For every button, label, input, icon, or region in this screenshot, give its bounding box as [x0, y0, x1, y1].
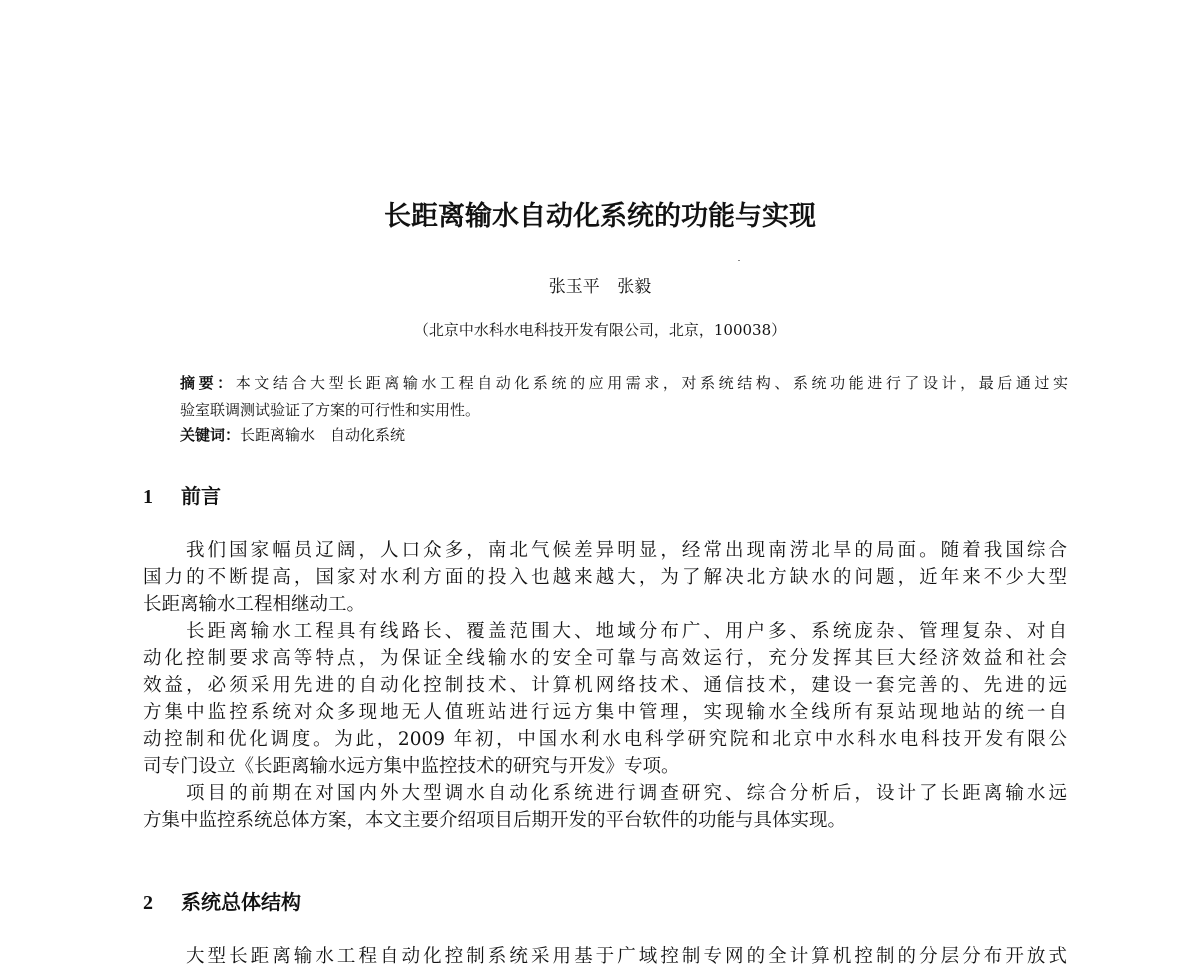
body-line: 我们国家幅员辽阔，人口众多，南北气候差异明显，经常出现南涝北旱的局面。随着我国综合 [186, 540, 1067, 561]
body-line: 长距离输水工程相继动工。 [143, 594, 366, 615]
body-line: 项目的前期在对国内外大型调水自动化系统进行调查研究、综合分析后，设计了长距离输水远 [186, 783, 1067, 804]
paper-title: 长距离输水自动化系统的功能与实现 [384, 201, 816, 232]
keywords-line [180, 424, 1068, 445]
section-title: 前言 [181, 484, 221, 508]
body-line: 司专门设立《长距离输水远方集中监控技术的研究与开发》专项。 [143, 756, 680, 777]
section-heading-1 [143, 480, 221, 509]
body-line: 大型长距离输水工程自动化控制系统采用基于广域控制专网的全计算机控制的分层分布开放式 [186, 946, 1067, 967]
body-line: 国力的不断提高，国家对水利方面的投入也越来越大，为了解决北方缺水的问题，近年来不少大型 [143, 567, 1067, 588]
section-number: 1 [143, 486, 153, 508]
body-line: 效益，必须采用先进的自动化控制技术、计算机网络技术、通信技术，建设一套完善的、先进的远 [143, 675, 1067, 696]
abstract-line: 验室联调测试验证了方案的可行性和实用性。 [180, 401, 481, 419]
scan-speck [738, 260, 740, 261]
body-line: 长距离输水工程具有线路长、覆盖范围大、地域分布广、用户多、系统庞杂、管理复杂、对自 [186, 621, 1067, 642]
body-line: 方集中监控系统对众多现地无人值班站进行远方集中管理，实现输水全线所有泵站现地站的统一自 [143, 702, 1067, 723]
abstract-text: 本文结合大型长距离输水工程自动化系统的应用需求，对系统结构、系统功能进行了设计，最后通过实 [235, 374, 1068, 392]
authors: 张玉平 张毅 [548, 277, 652, 297]
affiliation: （北京中水科水电科技开发有限公司，北京，100038） [413, 321, 787, 339]
keywords-label: 关键词： [180, 426, 241, 444]
section-number: 2 [143, 892, 153, 914]
body-line: 动化控制要求高等特点，为保证全线输水的安全可靠与高效运行，充分发挥其巨大经济效益和社会 [143, 648, 1067, 669]
abstract-label: 摘要： [180, 374, 236, 392]
section-title: 系统总体结构 [181, 890, 301, 914]
body-line: 动控制和优化调度。为此，2009 年初，中国水利水电科学研究院和北京中水科水电科技开发有限公 [143, 729, 1067, 750]
keywords-text: 长距离输水 自动化系统 [240, 426, 406, 444]
body-line: 方集中监控系统总体方案，本文主要介绍项目后期开发的平台软件的功能与具体实现。 [143, 810, 847, 831]
abstract-line [180, 372, 1068, 393]
section-heading-2 [143, 886, 301, 915]
